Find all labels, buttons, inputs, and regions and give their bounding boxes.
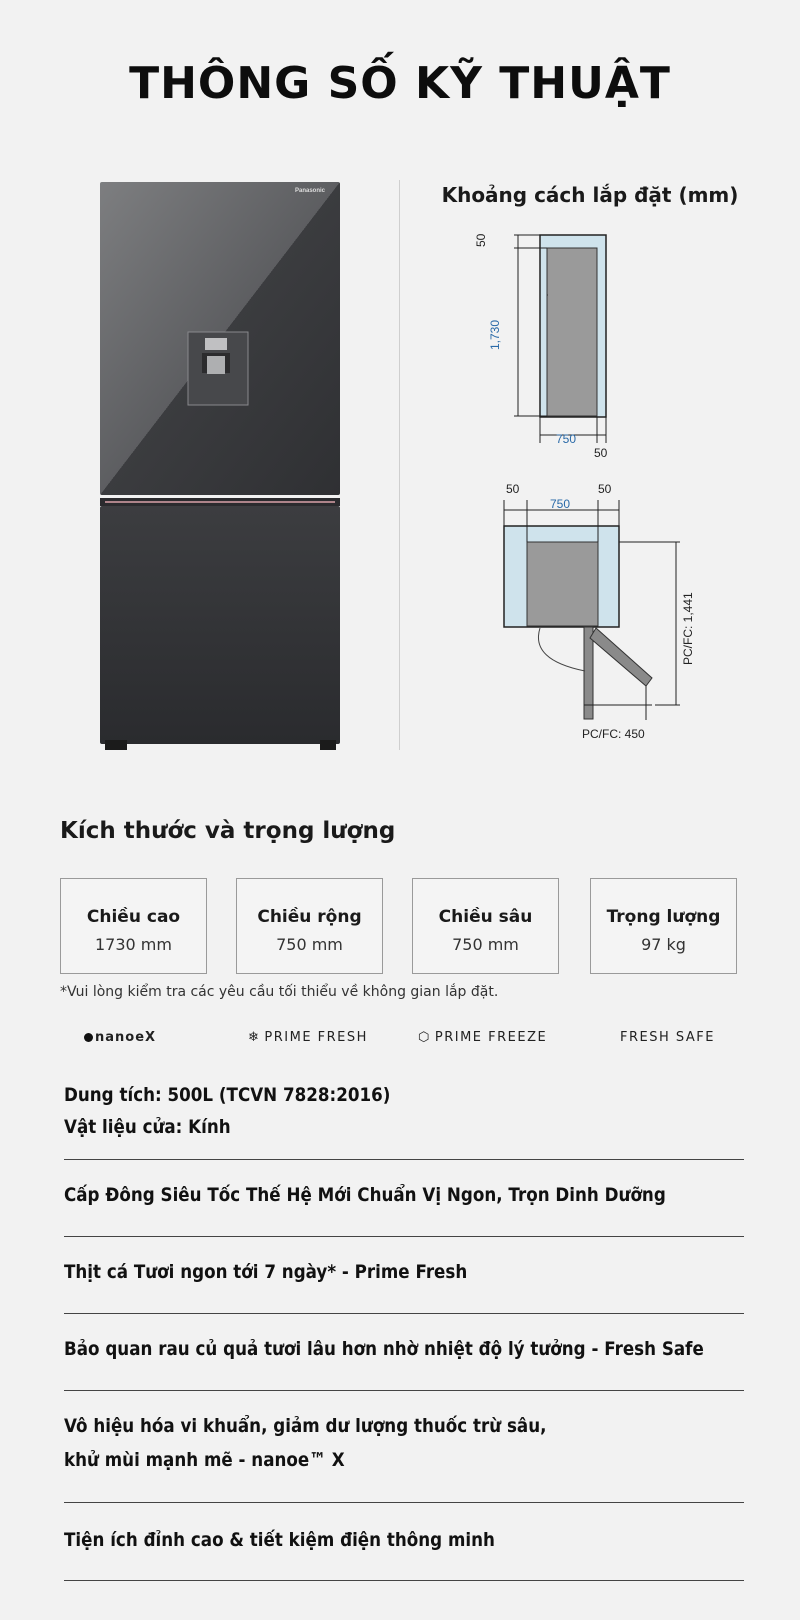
installation-title: Khoảng cách lắp đặt (mm): [441, 183, 739, 207]
feature-line: Dung tích: 500L (TCVN 7828:2016): [64, 1084, 391, 1106]
logo-fresh-safe: [620, 1030, 715, 1045]
feature-smart: [64, 1503, 744, 1581]
brand-logo: Panasonic: [295, 188, 326, 194]
spec-label: Chiều cao: [86, 907, 181, 927]
logo-text: FRESH SAFE: [620, 1030, 715, 1045]
feature-line: Bảo quan rau củ quả tươi lâu hơn nhờ nhiệt độ lý tưởng - Fresh Safe: [64, 1338, 704, 1360]
side-top-gap: 50: [474, 233, 488, 247]
top-right-gap: 50: [598, 482, 612, 496]
feature-nanoex: [64, 1391, 744, 1503]
spec-weight: [590, 878, 737, 974]
logo-text: nanoeX: [95, 1030, 157, 1045]
installation-note: *Vui lòng kiểm tra các yêu cầu tối thiểu về không gian lắp đặt.: [60, 984, 499, 1000]
top-width: 750: [550, 497, 571, 511]
page-title: THÔNG SỐ KỸ THUẬT: [129, 58, 671, 109]
feature-line: Tiện ích đỉnh cao & tiết kiệm điện thông minh: [64, 1529, 495, 1551]
feature-fresh-safe: [64, 1314, 744, 1391]
installation-diagram: [470, 220, 730, 760]
feature-prime-fresh: [64, 1237, 744, 1314]
top-fridge: [527, 542, 598, 626]
feature-list: [64, 1074, 744, 1581]
feature-line: Cấp Đông Siêu Tốc Thế Hệ Mới Chuẩn Vị Ngon, Trọn Dinh Dưỡng: [64, 1184, 666, 1206]
top-depth: PC/FC: 1,441: [681, 592, 695, 665]
side-height: 1,730: [488, 319, 502, 350]
spec-height: [60, 878, 207, 974]
feature-line: Vật liệu cửa: Kính: [64, 1116, 231, 1138]
feature-capacity: [64, 1074, 744, 1160]
logo-prime-fresh: [248, 1030, 368, 1045]
door-clearance: PC/FC: 450: [582, 727, 645, 741]
spec-value: 750 mm: [276, 935, 343, 954]
spec-value: 97 kg: [641, 935, 686, 954]
top-left-gap: 50: [506, 482, 520, 496]
feature-line: Thịt cá Tươi ngon tới 7 ngày* - Prime Fresh: [64, 1261, 468, 1283]
spec-label: Trọng lượng: [606, 907, 721, 927]
feature-line: Vô hiệu hóa vi khuẩn, giảm dư lượng thuốc trừ sâu,: [64, 1415, 547, 1437]
spec-value: 1730 mm: [95, 935, 172, 954]
tech-logos: [0, 1030, 800, 1050]
logo-nanoex: [84, 1030, 156, 1045]
spec-label: Chiều sâu: [438, 907, 533, 927]
hexagon-snow-icon: ⬡: [418, 1030, 431, 1045]
spec-depth: [412, 878, 559, 974]
nanoe-dot-icon: [84, 1033, 93, 1042]
snowflake-icon: ❄: [248, 1030, 261, 1045]
logo-text: PRIME FRESH: [264, 1030, 368, 1045]
side-fridge: [547, 248, 597, 416]
fridge-image: [95, 180, 350, 750]
divider: [399, 180, 400, 750]
logo-text: PRIME FREEZE: [434, 1030, 548, 1045]
logo-prime-freeze: [418, 1030, 547, 1045]
side-width: 750: [556, 432, 577, 446]
side-bottom-gap: 50: [594, 446, 608, 460]
feature-line: khử mùi mạnh mẽ - nanoe™ X: [64, 1449, 345, 1471]
spec-width: [236, 878, 383, 974]
spec-value: 750 mm: [452, 935, 519, 954]
spec-label: Chiều rộng: [257, 907, 362, 927]
feature-freezing: [64, 1160, 744, 1237]
dimensions-heading: Kích thước và trọng lượng: [60, 818, 396, 844]
